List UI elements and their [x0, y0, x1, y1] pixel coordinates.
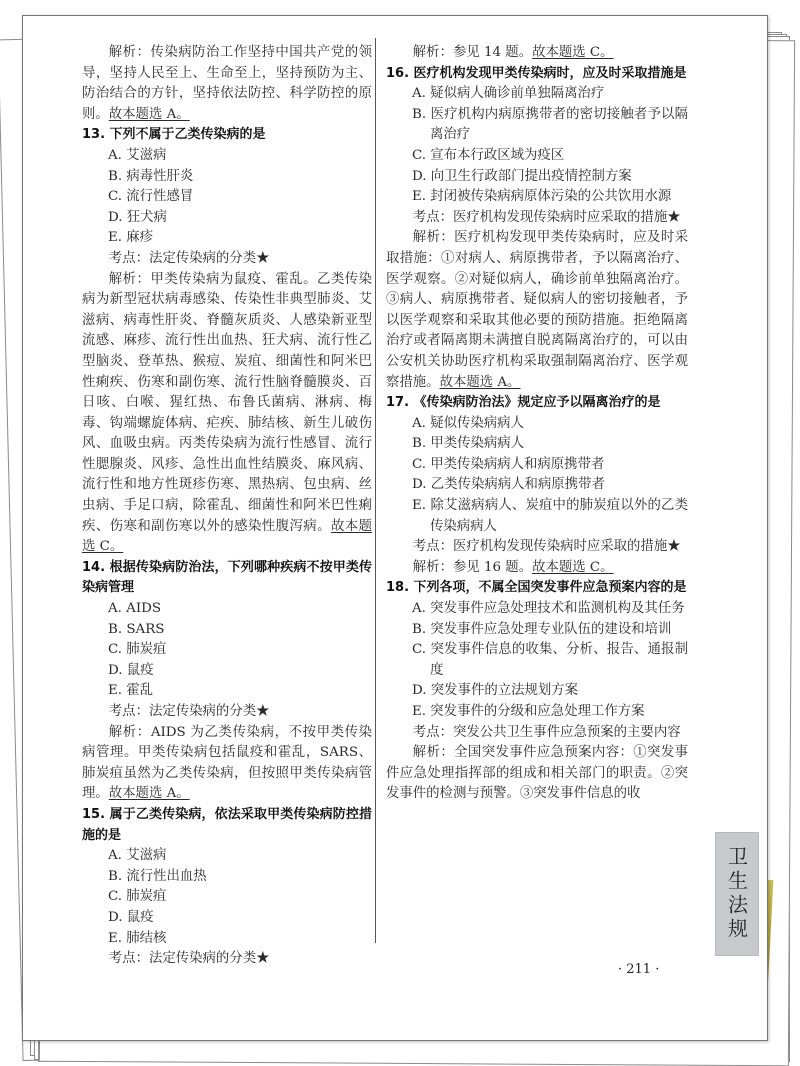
- option-b: B. 医疗机构内病原携带者的密切接触者予以隔离治疗: [412, 106, 688, 143]
- key-point: 考点：突发公共卫生事件应急预案的主要内容: [412, 724, 681, 740]
- option-b: B. SARS: [108, 621, 165, 637]
- option-a: A. 疑似传染病病人: [412, 415, 524, 431]
- chapter-tab-label: 卫生法规: [724, 846, 749, 942]
- key-point: 考点：医疗机构发现传染病时应采取的措施★: [412, 209, 681, 225]
- option-c: C. 肺炭疽: [108, 889, 167, 905]
- option-e: E. 除艾滋病病人、炭疽中的肺炭疽以外的乙类传染病病人: [412, 498, 688, 534]
- key-point: 考点：法定传染病的分类★: [108, 704, 270, 719]
- analysis-paragraph: 解析：参见 14 题。故本题选 C。: [412, 45, 614, 60]
- answer-text: 故本题选 A。: [439, 374, 521, 390]
- option-e: E. 突发事件的分级和应急处理工作方案: [412, 704, 645, 719]
- analysis-paragraph: 解析：医疗机构发现甲类传染病时，应及时采取措施：①对病人、病原携带者，予以隔离治疗、医学观察。②对疑似病人，确诊前单独隔离治疗。③病人、病原携带者、疑似病人的密切接触者，予以医学观察和采取其他必要的预防措施。拒绝隔离治疗或者隔离期未满擅自脱离隔离治疗的，可以由公安机关协助医疗机构采取强制隔离治疗、医学观察措施。故本题选 A。: [386, 230, 689, 390]
- option-d: D. 鼠疫: [108, 909, 154, 925]
- option-d: D. 鼠疫: [108, 662, 154, 678]
- column-divider: [375, 38, 376, 943]
- key-point: 考点：法定传染病的分类★: [108, 951, 270, 967]
- option-c: C. 甲类传染病病人和病原携带者: [412, 456, 605, 472]
- question-16-title: 16. 医疗机构发现甲类传染病时，应及时采取措施是: [386, 65, 687, 81]
- option-d: D. 乙类传染病病人和病原携带者: [412, 477, 605, 493]
- question-14-title: 14. 根据传染病防治法，下列哪种疾病不按甲类传染病管理: [82, 559, 372, 596]
- option-a: A. 艾滋病: [108, 147, 167, 163]
- option-d: D. 向卫生行政部门提出疫情控制方案: [412, 168, 632, 184]
- answer-text: 故本题选 C。: [532, 45, 614, 60]
- option-e: E. 霍乱: [108, 683, 154, 699]
- option-a: A. 艾滋病: [108, 848, 167, 864]
- option-b: B. 突发事件应急处理专业队伍的建设和培训: [412, 621, 672, 637]
- answer-text: 故本题选 C。: [82, 518, 373, 555]
- question-18-title: 18. 下列各项，不属全国突发事件应急预案内容的是: [386, 580, 687, 596]
- option-e: E. 肺结核: [108, 930, 167, 946]
- question-15-title: 15. 属于乙类传染病，依法采取甲类传染病防控措施的是: [82, 806, 372, 843]
- option-c: C. 突发事件信息的收集、分析、报告、通报制度: [412, 642, 688, 678]
- option-b: B. 流行性出血热: [108, 868, 207, 884]
- answer-text: 故本题选 C。: [532, 559, 614, 575]
- left-column: [82, 43, 372, 970]
- option-a: A. 疑似病人确诊前单独隔离治疗: [412, 86, 605, 102]
- question-17-title: 17. 《传染病防治法》规定应予以隔离治疗的是: [386, 395, 661, 411]
- question-13-title: 13. 下列不属于乙类传染病的是: [82, 127, 266, 143]
- option-a: A. 突发事件应急处理技术和监测机构及其任务: [412, 601, 685, 617]
- analysis-paragraph: 解析：传染病防治工作坚持中国共产党的领导，坚持人民至上、生命至上，坚持预防为主、防治结合的方针，坚持依法防控、科学防控的原则。故本题选 A。: [82, 45, 373, 122]
- page-number: · 211 ·: [618, 962, 660, 977]
- option-a: A. AIDS: [108, 601, 162, 617]
- option-d: D. 狂犬病: [108, 209, 167, 225]
- option-c: C. 宣布本行政区域为疫区: [412, 147, 565, 163]
- option-e: E. 封闭被传染病病原体污染的公共饮用水源: [412, 189, 672, 205]
- option-b: B. 病毒性肝炎: [108, 168, 194, 184]
- option-c: C. 肺炭疽: [108, 642, 167, 658]
- answer-text: 故本题选 A。: [108, 786, 190, 802]
- option-d: D. 突发事件的立法规划方案: [412, 683, 579, 699]
- key-point: 考点：法定传染病的分类★: [108, 250, 270, 266]
- chapter-side-tab: [715, 832, 759, 956]
- analysis-paragraph: 解析：全国突发事件应急预案内容：①突发事件应急处理指挥部的组成和相关部门的职责。②突发事件的检测与预警。③突发事件信息的收: [386, 745, 689, 802]
- analysis-paragraph: 解析：甲类传染病为鼠疫、霍乱。乙类传染病为新型冠状病毒感染、传染性非典型肺炎、艾滋病、病毒性肝炎、脊髓灰质炎、人感染新亚型流感、麻疹、流行性出血热、狂犬病、流行性乙型脑炎、登革热、猴痘、炭疽、细菌性和阿米巴性痢疾、伤寒和副伤寒、流行性脑脊髓膜炎、百日咳、白喉、猩红热、布鲁氏菌病、淋病、梅毒、钩端螺旋体病、疟疾、肺结核、新生儿破伤风、血吸虫病。丙类传染病为流行性感冒、流行性腮腺炎、风疹、急性出血性结膜炎、麻风病、流行性和地方性斑疹伤寒、黑热病、包虫病、丝虫病、手足口病，除霍乱、细菌性和阿米巴性痢疾、伤寒和副伤寒以外的感染性腹泻病。故本题选 C。: [82, 271, 373, 555]
- option-c: C. 流行性感冒: [108, 189, 194, 205]
- option-b: B. 甲类传染病病人: [412, 436, 525, 452]
- answer-text: 故本题选 A。: [108, 106, 190, 122]
- analysis-paragraph: 解析：参见 16 题。故本题选 C。: [412, 559, 614, 575]
- right-column: [386, 43, 688, 805]
- option-e: E. 麻疹: [108, 230, 154, 246]
- analysis-paragraph: 解析：AIDS 为乙类传染病，不按甲类传染病管理。甲类传染病包括鼠疫和霍乱，SARS、肺炭疽虽然为乙类传染病，但按照甲类传染病管理。故本题选 A。: [82, 724, 373, 802]
- key-point: 考点：医疗机构发现传染病时应采取的措施★: [412, 539, 681, 555]
